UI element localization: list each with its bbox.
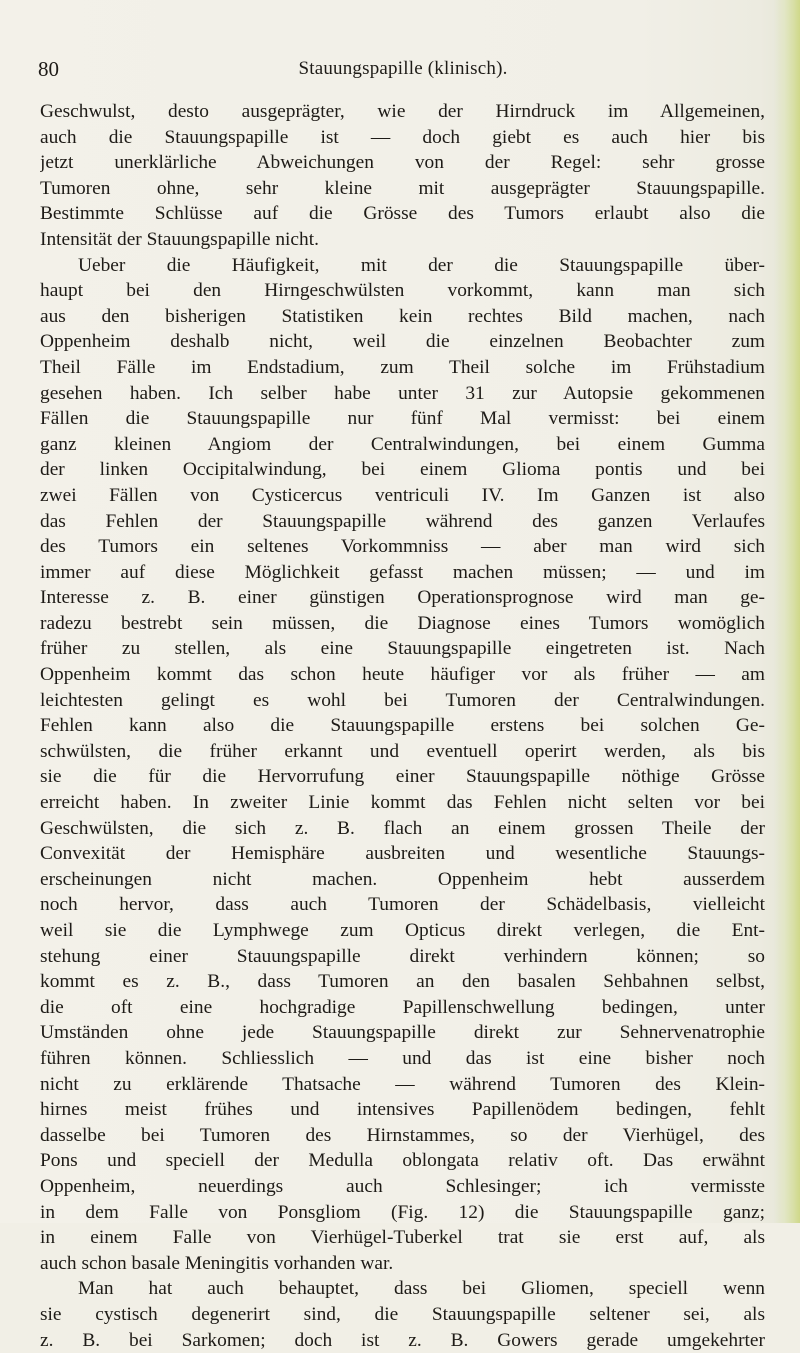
text-line: gesehen haben. Ich selber habe unter 31 zur Autopsie gekommenen [40, 381, 765, 407]
running-title: Stauungspapille (klinisch). [38, 56, 768, 82]
text-line: die oft eine hochgradige Papillenschwellung bedingen, unter [40, 995, 765, 1021]
page-edge-shading [774, 0, 800, 1223]
text-line: früher zu stellen, als eine Stauungspapille eingetreten ist. Nach [40, 636, 765, 662]
text-line: des Tumors ein seltenes Vorkommniss — aber man wird sich [40, 534, 765, 560]
text-line: zwei Fällen von Cysticercus ventriculi IV. Im Ganzen ist also [40, 483, 765, 509]
text-line: Intensität der Stauungspapille nicht. [40, 227, 765, 253]
text-line: der linken Occipitalwindung, bei einem Glioma pontis und bei [40, 457, 765, 483]
text-line: Theil Fälle im Endstadium, zum Theil solche im Frühstadium [40, 355, 765, 381]
text-line: auch die Stauungspapille ist — doch giebt es auch hier bis [40, 125, 765, 151]
text-line: Tumoren ohne, sehr kleine mit ausgeprägter Stauungspapille. [40, 176, 765, 202]
text-line: Umständen ohne jede Stauungspapille direkt zur Sehnervenatrophie [40, 1020, 765, 1046]
text-line: ganz kleinen Angiom der Centralwindungen, bei einem Gumma [40, 432, 765, 458]
text-line: erreicht haben. In zweiter Linie kommt das Fehlen nicht selten vor bei [40, 790, 765, 816]
text-line: Oppenheim kommt das schon heute häufiger vor als früher — am [40, 662, 765, 688]
text-line: führen können. Schliesslich — und das ist eine bisher noch [40, 1046, 765, 1072]
text-line: leichtesten gelingt es wohl bei Tumoren der Centralwindungen. [40, 688, 765, 714]
text-line: noch hervor, dass auch Tumoren der Schädelbasis, vielleicht [40, 892, 765, 918]
text-line: auch schon basale Meningitis vorhanden war. [40, 1251, 765, 1277]
text-line: kommt es z. B., dass Tumoren an den basalen Sehbahnen selbst, [40, 969, 765, 995]
text-line: Oppenheim deshalb nicht, weil die einzelnen Beobachter zum [40, 329, 765, 355]
text-line: z. B. bei Sarkomen; doch ist z. B. Gowers gerade umgekehrter [40, 1328, 765, 1353]
text-line: schwülsten, die früher erkannt und eventuell operirt werden, als bis [40, 739, 765, 765]
text-line: Oppenheim, neuerdings auch Schlesinger; ich vermisste [40, 1174, 765, 1200]
text-line: immer auf diese Möglichkeit gefasst machen müssen; — und im [40, 560, 765, 586]
text-line: haupt bei den Hirngeschwülsten vorkommt, kann man sich [40, 278, 765, 304]
page-number: 80 [38, 56, 59, 82]
text-line: hirnes meist frühes und intensives Papillenödem bedingen, fehlt [40, 1097, 765, 1123]
text-line: sie die für die Hervorrufung einer Stauungspapille nöthige Grösse [40, 764, 765, 790]
text-line: aus den bisherigen Statistiken kein rechtes Bild machen, nach [40, 304, 765, 330]
text-line: jetzt unerklärliche Abweichungen von der Regel: sehr grosse [40, 150, 765, 176]
text-line: Ueber die Häufigkeit, mit der die Stauungspapille über- [40, 253, 765, 279]
text-line: in dem Falle von Ponsgliom (Fig. 12) die Stauungspapille ganz; [40, 1200, 765, 1226]
text-line: dasselbe bei Tumoren des Hirnstammes, so der Vierhügel, des [40, 1123, 765, 1149]
text-line: Convexität der Hemisphäre ausbreiten und wesentliche Stauungs- [40, 841, 765, 867]
text-line: Geschwülsten, die sich z. B. flach an einem grossen Theile der [40, 816, 765, 842]
text-line: erscheinungen nicht machen. Oppenheim hebt ausserdem [40, 867, 765, 893]
page-header [38, 56, 768, 82]
text-line: Man hat auch behauptet, dass bei Gliomen, speciell wenn [40, 1276, 765, 1302]
text-line: stehung einer Stauungspapille direkt verhindern können; so [40, 944, 765, 970]
text-line: weil sie die Lymphwege zum Opticus direkt verlegen, die Ent- [40, 918, 765, 944]
text-line: in einem Falle von Vierhügel-Tuberkel trat sie erst auf, als [40, 1225, 765, 1251]
text-line: nicht zu erklärende Thatsache — während Tumoren des Klein- [40, 1072, 765, 1098]
text-line: Geschwulst, desto ausgeprägter, wie der Hirndruck im Allgemeinen, [40, 99, 765, 125]
text-line: radezu bestrebt sein müssen, die Diagnose eines Tumors womöglich [40, 611, 765, 637]
body-text [40, 99, 765, 1353]
text-line: das Fehlen der Stauungspapille während des ganzen Verlaufes [40, 509, 765, 535]
text-line: Fehlen kann also die Stauungspapille erstens bei solchen Ge- [40, 713, 765, 739]
text-line: Bestimmte Schlüsse auf die Grösse des Tumors erlaubt also die [40, 201, 765, 227]
text-line: Fällen die Stauungspapille nur fünf Mal vermisst: bei einem [40, 406, 765, 432]
text-line: Interesse z. B. einer günstigen Operationsprognose wird man ge- [40, 585, 765, 611]
text-line: sie cystisch degenerirt sind, die Stauungspapille seltener sei, als [40, 1302, 765, 1328]
text-line: Pons und speciell der Medulla oblongata relativ oft. Das erwähnt [40, 1148, 765, 1174]
